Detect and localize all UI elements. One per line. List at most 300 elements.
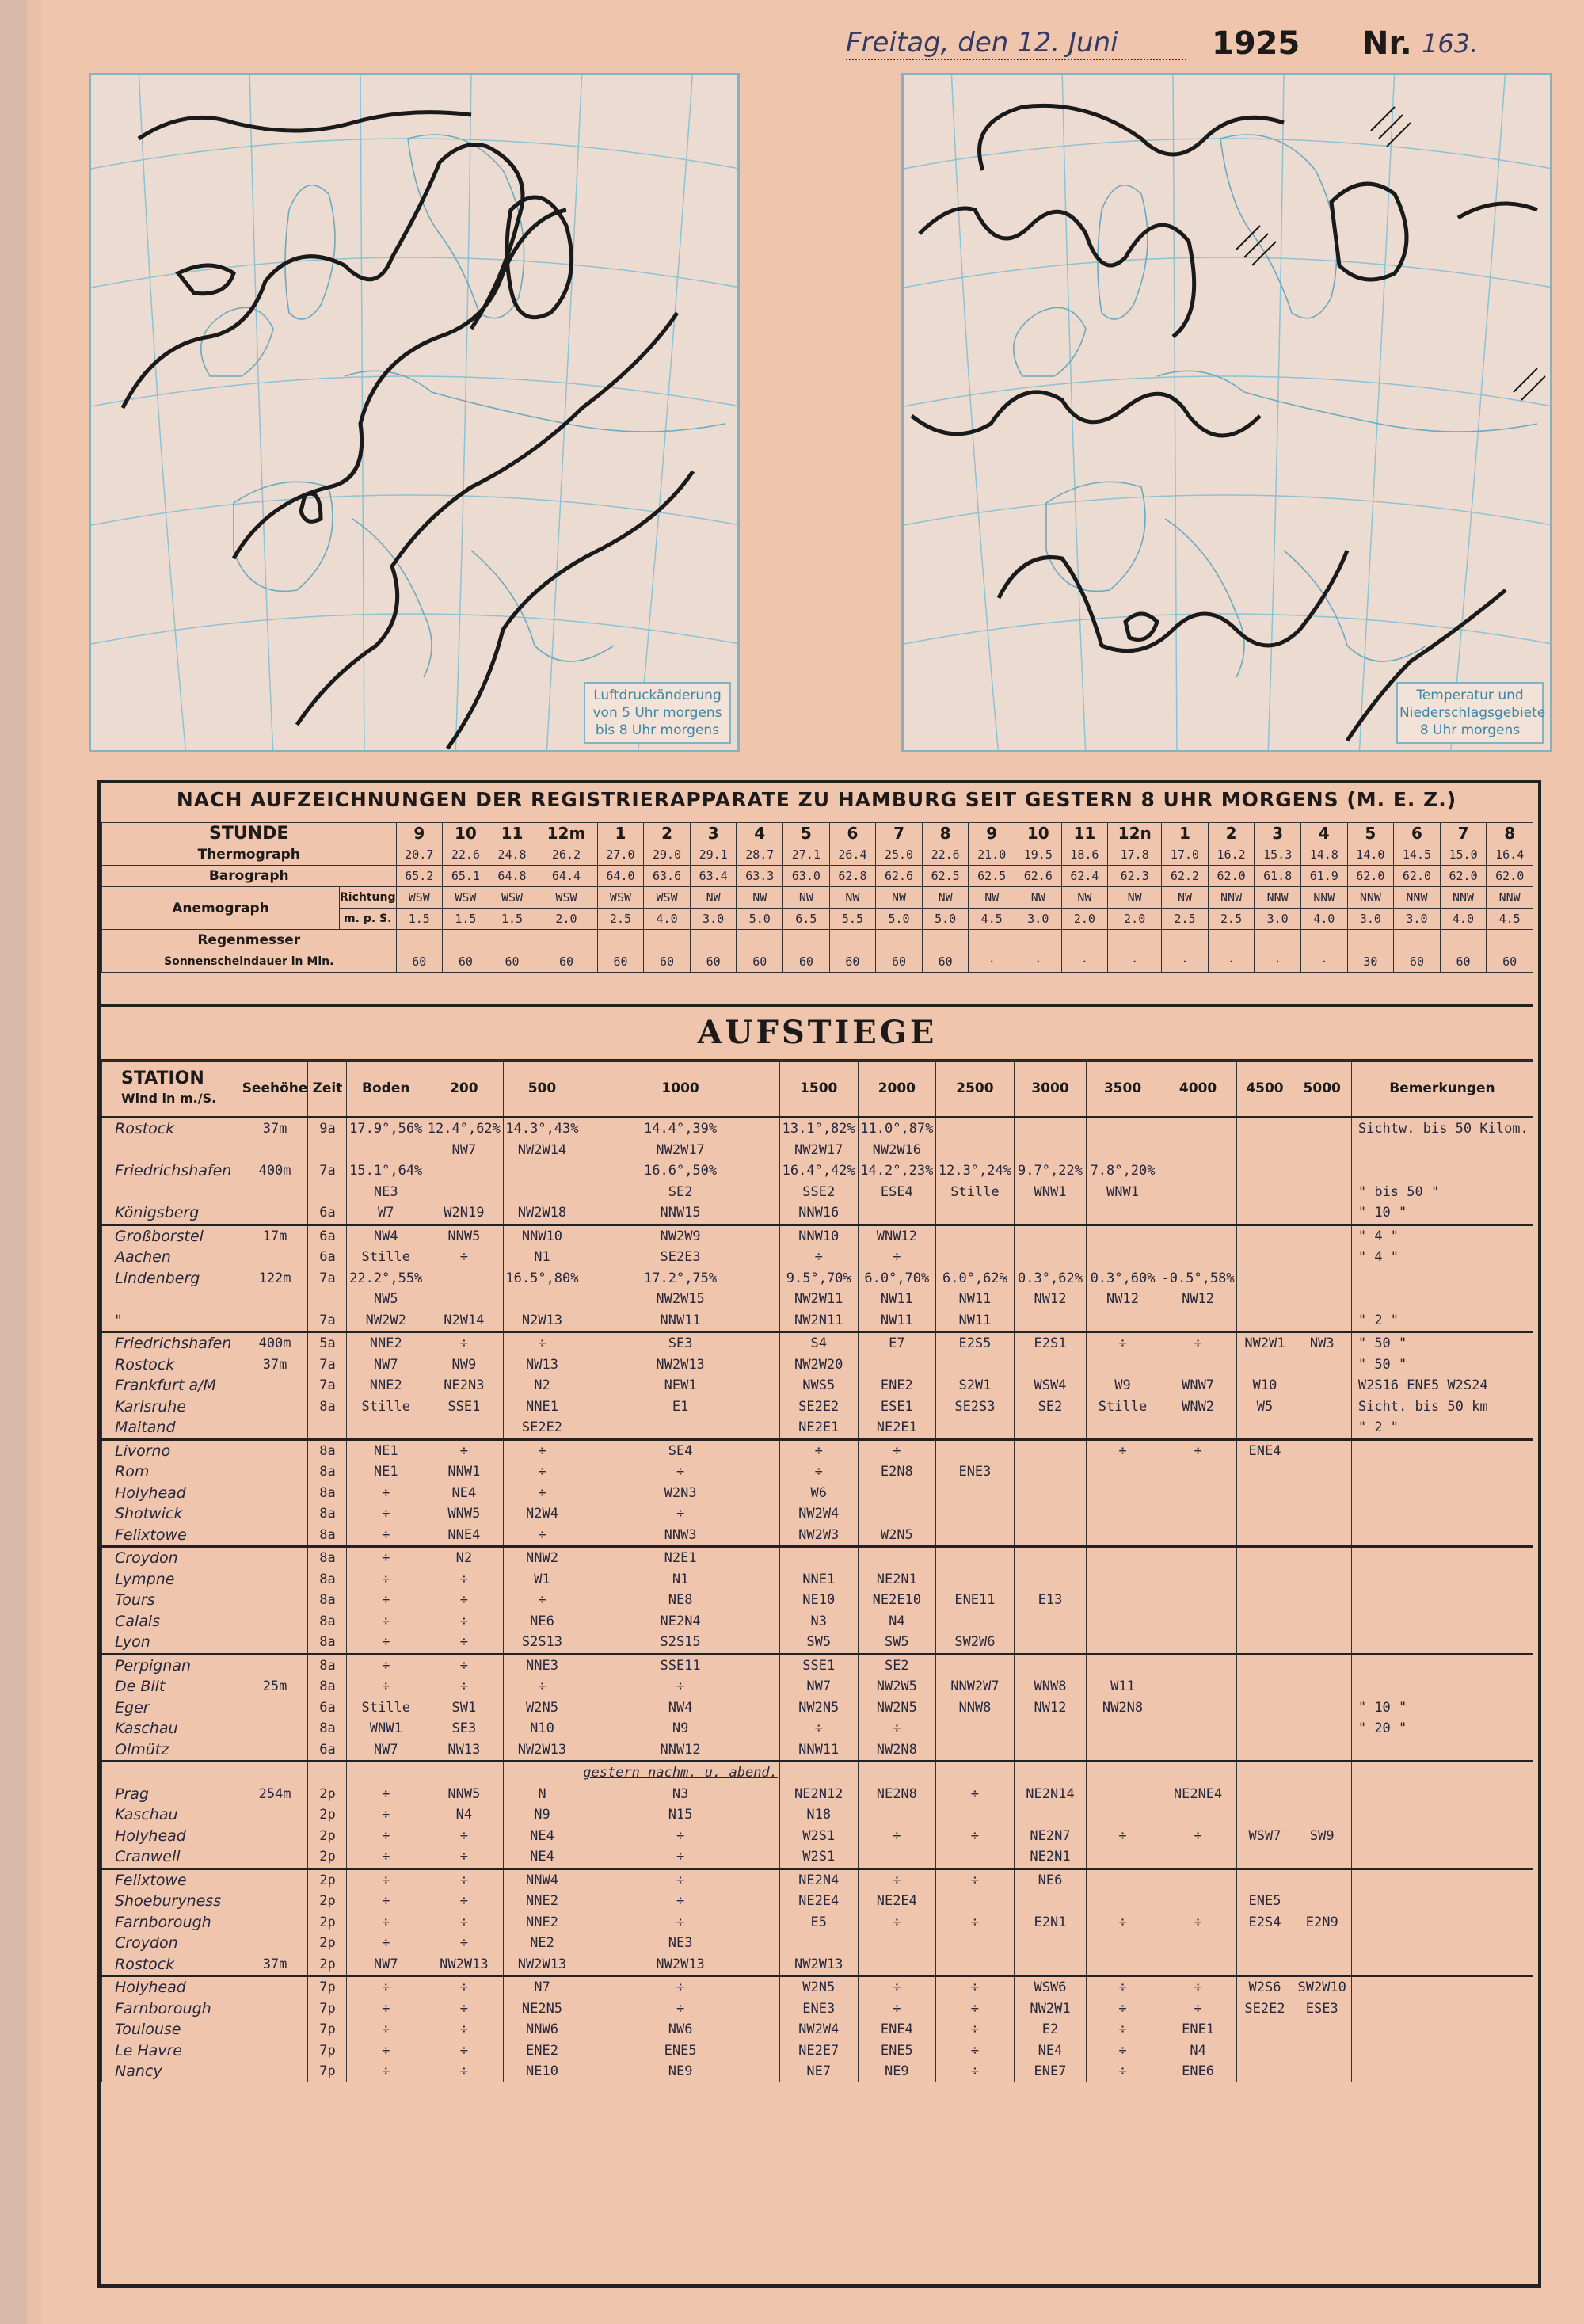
remark [1351,2019,1533,2040]
ascent-value [936,1247,1015,1268]
ascent-value [1087,1118,1159,1140]
ascent-value [1087,1891,1159,1912]
station-name: Holyhead [102,1826,242,1847]
ascent-row [102,1140,1533,1161]
ascent-value: NE6 [1014,1869,1087,1891]
ascent-value: ÷ [425,2019,504,2040]
ascent-value: ÷ [425,1590,504,1611]
barograph-cell: 62.5 [922,866,969,887]
ascent-value: NE2N1 [1014,1846,1087,1869]
station-altitude [242,1525,308,1547]
station-altitude [242,1396,308,1418]
regenmesser-cell [1487,930,1533,951]
ascent-value [1293,1396,1351,1418]
mps-cell: 3.0 [1347,909,1394,930]
hour-cell: 2 [644,823,691,844]
ascent-value: ÷ [347,1869,425,1891]
ascent-time: 8a [308,1676,347,1697]
ascent-value: 12.4°,62% [425,1118,504,1140]
mps-cell: 4.5 [969,909,1015,930]
station-altitude: 25m [242,1676,308,1697]
remark: " 10 " [1351,1697,1533,1719]
station-altitude [242,1310,308,1332]
barograph-cell: 62.6 [876,866,923,887]
ascent-value [1159,1182,1237,1203]
richtung-cell: NNW [1347,887,1394,909]
ascent-value: N4 [425,1804,504,1826]
ascent-value [503,1289,581,1310]
station-name: Frankfurt a/M [102,1375,242,1396]
ascent-value: SE2E2 [1237,1998,1293,2020]
sonnen-cell: · [1208,951,1255,973]
station-altitude [242,1762,308,1784]
ascent-value: ÷ [347,1976,425,1998]
thermograph-cell: 24.8 [489,844,535,866]
ascent-value [1087,1804,1159,1826]
ascent-value [1159,1846,1237,1869]
ascent-value [1014,1417,1087,1439]
hour-cell: 3 [1255,823,1301,844]
station-name: Croydon [102,1933,242,1954]
ascent-value: NW12 [1087,1289,1159,1310]
ascent-value: ÷ [347,1826,425,1847]
regenmesser-cell [1347,930,1394,951]
remark [1351,1784,1533,1805]
sonnen-cell: 60 [1487,951,1533,973]
station-altitude [242,1461,308,1483]
ascent-value: ÷ [1159,1976,1237,1998]
ascent-value: ÷ [936,1976,1015,1998]
ascent-row [102,1247,1533,1268]
remark [1351,1140,1533,1161]
ascent-value: ÷ [581,1846,780,1869]
barograph-cell: 62.0 [1347,866,1394,887]
ascent-value: Stille [347,1697,425,1719]
remark [1351,1632,1533,1654]
ascent-value: NW6 [581,2019,780,2040]
ascent-value [936,1654,1015,1676]
ascent-value [1087,1933,1159,1954]
mps-cell: 4.0 [644,909,691,930]
ascent-value: SE3 [581,1332,780,1354]
ascent-value: NW12 [1159,1289,1237,1310]
station-altitude [242,1417,308,1439]
hour-cell: 11 [489,823,535,844]
ascent-value [1014,1954,1087,1976]
ascent-value [581,1417,780,1439]
ascent-row [102,1912,1533,1933]
ascent-value [1159,1310,1237,1332]
ascent-value [936,1846,1015,1869]
ascent-value [1293,1310,1351,1332]
ascent-value: NW2N11 [779,1310,858,1332]
ascent-row [102,1289,1533,1310]
ascent-value: ÷ [1087,2040,1159,2062]
ascent-value: NE10 [779,1590,858,1611]
ascent-value: NW2N8 [858,1739,936,1762]
station-name: Großborstel [102,1225,242,1247]
ascent-value: ÷ [858,1718,936,1739]
ascent-value [1293,1503,1351,1525]
hour-cell: 10 [1015,823,1062,844]
ascent-value: E2S4 [1237,1912,1293,1933]
remark [1351,1739,1533,1762]
ascent-time: 2p [308,1912,347,1933]
ascent-value: 17.9°,56% [347,1118,425,1140]
station-altitude: 122m [242,1268,308,1290]
thermograph-cell: 14.5 [1394,844,1441,866]
richtung-cell: NW [737,887,783,909]
ascent-value: ÷ [503,1483,581,1504]
richtung-cell: WSW [396,887,443,909]
ascent-value [1087,1354,1159,1376]
ascent-value: NE2E7 [779,2040,858,2062]
ascent-value [1293,1762,1351,1784]
remark [1351,1846,1533,1869]
thermograph-cell: 17.0 [1162,844,1209,866]
remark: W2S16 ENE5 W2S24 [1351,1375,1533,1396]
coastlines [201,135,725,677]
ascent-value: ÷ [1159,1998,1237,2020]
ascent-value [1293,1160,1351,1182]
ascent-value: N9 [503,1804,581,1826]
level-header-2500: 2500 [936,1061,1015,1118]
ascent-value [1159,1417,1237,1439]
ascent-value: NW2W13 [581,1354,780,1376]
ascent-value: N15 [581,1804,780,1826]
thermograph-cell: 21.0 [969,844,1015,866]
ascent-row [102,1784,1533,1805]
ascent-value: NW7 [425,1140,504,1161]
sonnen-cell: · [1300,951,1347,973]
ascent-time: 2p [308,1804,347,1826]
ascent-time: 6a [308,1739,347,1762]
ascent-value [779,1762,858,1784]
remark: " 2 " [1351,1417,1533,1439]
barograph-cell: 61.8 [1255,866,1301,887]
regenmesser-cell [690,930,737,951]
ascent-value: NE2N1 [858,1569,936,1591]
ascent-value [1159,1739,1237,1762]
ascent-value [1014,1247,1087,1268]
ascent-row [102,1611,1533,1633]
ascent-value: ÷ [347,1503,425,1525]
year: 1925 [1212,25,1300,62]
ascent-value: N3 [581,1784,780,1805]
hour-cell: 4 [737,823,783,844]
ascent-row [102,2040,1533,2062]
ascent-value [1237,1804,1293,1826]
ascent-value [936,1225,1015,1247]
ascent-row [102,1118,1533,1140]
ascent-value [1159,1503,1237,1525]
ascent-value: WSW6 [1014,1976,1087,1998]
ascent-value: ÷ [425,1569,504,1591]
station-altitude [242,1569,308,1591]
ascent-value: SW5 [858,1632,936,1654]
ascent-value [1159,1118,1237,1140]
station-altitude [242,1804,308,1826]
ascent-value [1159,1697,1237,1719]
sonnen-cell: 60 [922,951,969,973]
station-header-label: STATION [121,1068,204,1088]
richtung-cell: NW [1061,887,1108,909]
sonnen-cell: 60 [644,951,691,973]
ascent-value [936,1762,1015,1784]
ascent-value: ÷ [936,1826,1015,1847]
ascent-row [102,1310,1533,1332]
ascent-value: 7.8°,20% [1087,1160,1159,1182]
ascent-value: NW2N8 [1087,1697,1159,1719]
ascent-row [102,1654,1533,1676]
mps-cell: 3.0 [690,909,737,930]
station-name: Calais [102,1611,242,1633]
ascent-value: ÷ [858,1912,936,1933]
ascent-value [936,1483,1015,1504]
ascent-value: ENE6 [1159,2061,1237,2082]
ascent-value: Stille [347,1247,425,1268]
ascent-value [1293,1375,1351,1396]
ascent-value: ÷ [936,2040,1015,2062]
ascent-value [858,1804,936,1826]
station-name: " [102,1310,242,1332]
level-header-3000: 3000 [1014,1061,1087,1118]
ascent-value: N1 [503,1247,581,1268]
ascent-value: E2 [1014,2019,1087,2040]
ascent-value: ENE3 [936,1461,1015,1483]
ascent-value [1237,1202,1293,1225]
ascent-value: ÷ [581,1869,780,1891]
richtung-cell: NW [1162,887,1209,909]
ascent-value [1237,1310,1293,1332]
mps-cell: 2.0 [1108,909,1162,930]
ascent-value [1014,1140,1087,1161]
mps-cell: 2.5 [1162,909,1209,930]
ascent-value: WNW7 [1159,1375,1237,1396]
richtung-cell: WSW [443,887,489,909]
level-header-1000: 1000 [581,1061,780,1118]
station-altitude [242,1289,308,1310]
ascent-value: N2W4 [503,1503,581,1525]
ascent-row [102,1846,1533,1869]
issue-label: Nr. [1362,25,1412,62]
sonnen-cell: · [1255,951,1301,973]
ascent-value: NW2W13 [503,1954,581,1976]
ascent-value: NE2E4 [779,1891,858,1912]
station-altitude [242,2040,308,2062]
ascent-value: ÷ [503,1439,581,1461]
remark [1351,1912,1533,1933]
ascent-value: ÷ [347,1547,425,1569]
ascent-value: 9.7°,22% [1014,1160,1087,1182]
ascent-value: NW2W9 [581,1225,780,1247]
station-altitude [242,1869,308,1891]
station-altitude: 37m [242,1118,308,1140]
mps-cell: 2.0 [1061,909,1108,930]
thermograph-cell: 26.2 [535,844,597,866]
station-altitude [242,1654,308,1676]
ascent-value [1237,1869,1293,1891]
ascent-row [102,1225,1533,1247]
ascent-value [1014,1891,1087,1912]
ascent-value: ESE1 [858,1396,936,1418]
remark [1351,1439,1533,1461]
regenmesser-label: Regenmesser [102,930,397,951]
ascent-value [1087,1483,1159,1504]
ascent-value [1293,1439,1351,1461]
ascent-value: NEW1 [581,1375,780,1396]
ascent-value [936,1439,1015,1461]
ascent-row [102,1461,1533,1483]
ascent-value [1293,1289,1351,1310]
station-name: Felixtowe [102,1525,242,1547]
richtung-cell: NW [829,887,876,909]
remark [1351,1547,1533,1569]
regenmesser-cell [969,930,1015,951]
ascent-value [936,1202,1015,1225]
ascent-value [858,1762,936,1784]
ascent-value: NW2W14 [503,1140,581,1161]
sonnen-cell: 60 [783,951,830,973]
ascent-value [858,1954,936,1976]
ascent-value: NW13 [425,1739,504,1762]
barograph-cell: 64.4 [535,866,597,887]
ascent-value [1014,1525,1087,1547]
ascent-value [1237,1182,1293,1203]
ascent-value [425,1762,504,1784]
ascent-value [936,1718,1015,1739]
ascent-value: W11 [1087,1676,1159,1697]
ascent-value: NW11 [936,1289,1015,1310]
ascent-value: S2S15 [581,1632,780,1654]
ascent-value [1014,1632,1087,1654]
ascent-row [102,1998,1533,2020]
ascent-value: NE6 [503,1611,581,1633]
ascent-value [1237,1784,1293,1805]
ascent-value [1237,1503,1293,1525]
ascent-value: NW2W13 [425,1954,504,1976]
remark: " 4 " [1351,1247,1533,1268]
ascent-value: NW2W4 [779,2019,858,2040]
thermograph-cell: 18.6 [1061,844,1108,866]
ascent-value: NE4 [503,1826,581,1847]
sonnen-cell: · [1162,951,1209,973]
ascent-time: 8a [308,1396,347,1418]
ascent-value: WNW8 [1014,1676,1087,1697]
hours-row [102,823,1533,844]
barograph-cell: 64.0 [597,866,644,887]
binding-strip-inner [27,0,41,2324]
ascent-value [1159,1891,1237,1912]
station-altitude [242,1933,308,1954]
ascent-value: ESE4 [858,1182,936,1203]
ascent-value [858,1933,936,1954]
ascent-value [1087,1247,1159,1268]
ascent-value: ÷ [858,1439,936,1461]
ascent-row [102,1933,1533,1954]
ascent-value [1237,1525,1293,1547]
station-altitude: 254m [242,1784,308,1805]
ascent-value: E2S1 [1014,1332,1087,1354]
hour-cell: 12m [535,823,597,844]
ascent-row [102,1396,1533,1418]
ascent-value [1087,1846,1159,1869]
thermograph-label: Thermograph [102,844,397,866]
ascent-value: ÷ [425,1998,504,2020]
ascent-value [1237,1569,1293,1591]
ascent-value: NE2N8 [858,1784,936,1805]
sonnen-cell: · [1015,951,1062,973]
ascent-value: SW5 [779,1632,858,1654]
mps-cell: 1.5 [489,909,535,930]
zeit-header: Zeit [308,1061,347,1118]
ascent-value: NE2 [503,1933,581,1954]
level-header-2000: 2000 [858,1061,936,1118]
station-altitude [242,1826,308,1847]
thermograph-cell: 14.8 [1300,844,1347,866]
ascent-row [102,1569,1533,1591]
ascent-value: ENE5 [1237,1891,1293,1912]
ascent-value: W7 [347,1202,425,1225]
ascent-value: ÷ [425,2040,504,2062]
ascent-time: 2p [308,1826,347,1847]
ascent-value [503,1160,581,1182]
ascent-value [1237,1140,1293,1161]
ascent-value: ENE5 [581,2040,780,2062]
ascent-value: NW2W17 [581,1140,780,1161]
ascent-row [102,1891,1533,1912]
ascent-value: E13 [1014,1590,1087,1611]
ascent-value: SE2 [1014,1396,1087,1418]
ascent-value [1237,1611,1293,1633]
mps-cell: 2.5 [597,909,644,930]
ascent-value: NW7 [347,1354,425,1376]
ascent-value [1014,1503,1087,1525]
station-name: Rom [102,1461,242,1483]
ascent-value: NW7 [347,1954,425,1976]
station-altitude: 400m [242,1160,308,1182]
station-name: Kaschau [102,1804,242,1826]
ascent-value [1014,1118,1087,1140]
ascent-value: ÷ [779,1247,858,1268]
ascent-value: Stille [347,1396,425,1418]
remark [1351,1826,1533,1847]
ascent-time: 8a [308,1461,347,1483]
ascent-row [102,1869,1533,1891]
remark [1351,1954,1533,1976]
ascent-value [1159,1762,1237,1784]
ascent-value [1293,1846,1351,1869]
ascent-value [779,1933,858,1954]
remark: " 10 " [1351,1202,1533,1225]
ascent-value: ÷ [779,1439,858,1461]
ascent-value: ENE1 [1159,2019,1237,2040]
ascent-value [1159,1611,1237,1633]
ascent-time: 2p [308,1891,347,1912]
ascent-time: 7p [308,1976,347,1998]
hour-cell: 4 [1300,823,1347,844]
ascent-value: NW2N5 [858,1697,936,1719]
richtung-cell: NW [690,887,737,909]
ascent-value: ÷ [425,1632,504,1654]
ascent-value [1237,1846,1293,1869]
ascent-value [1159,1804,1237,1826]
regenmesser-cell [1300,930,1347,951]
ascent-value: NNW2W7 [936,1676,1015,1697]
hour-cell: 7 [876,823,923,844]
barograph-cell: 62.0 [1208,866,1255,887]
stunde-label: STUNDE [102,823,397,844]
